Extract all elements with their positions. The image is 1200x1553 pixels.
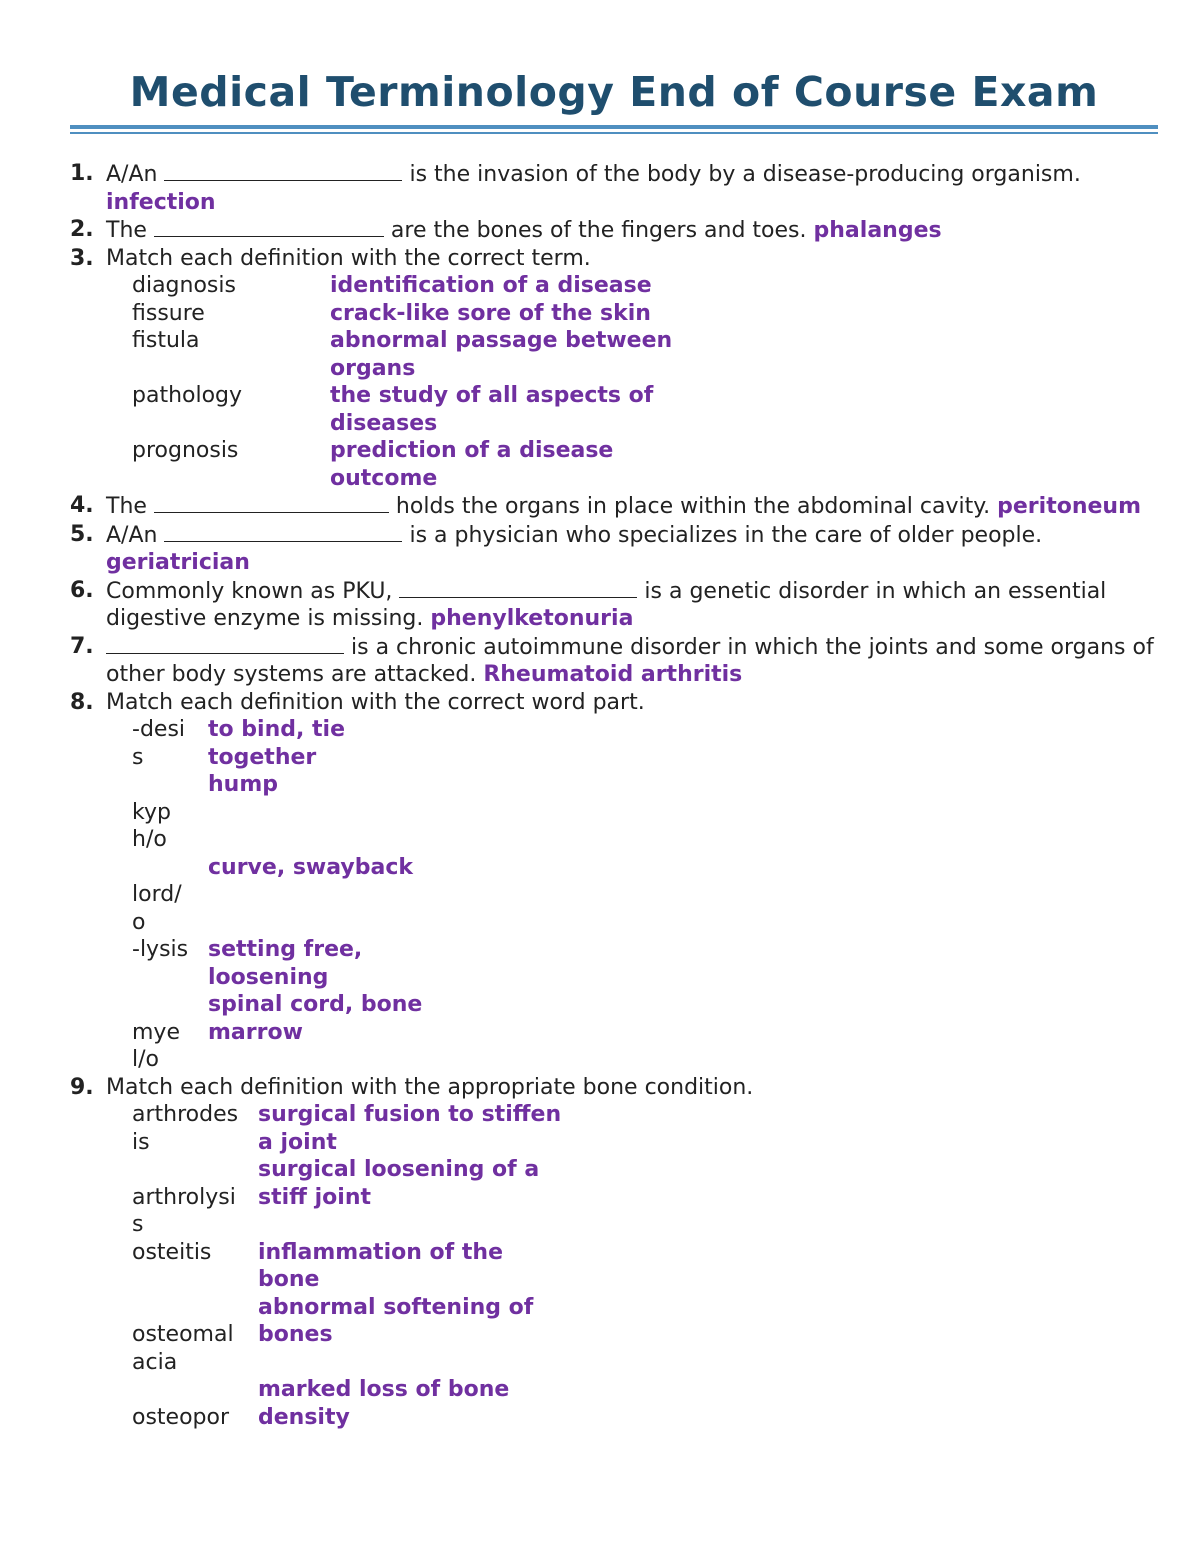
match-term: osteitis <box>132 1239 212 1265</box>
match-row <box>132 716 1160 771</box>
question-text-post: holds the organs in place within the abdominal cavity. <box>395 494 991 519</box>
match-row <box>132 300 1160 328</box>
answer-text: Rheumatoid arthritis <box>483 662 743 687</box>
question-prompt: Match each definition with the correct term. <box>106 245 591 271</box>
question-number: 6. <box>70 577 94 603</box>
question-8 <box>70 689 1160 717</box>
match-term: osteopor <box>132 1404 230 1430</box>
question-number: 8. <box>70 689 94 715</box>
match-definition: abnormal softening of bones <box>258 1294 534 1347</box>
page-title: Medical Terminology End of Course Exam <box>129 68 1099 116</box>
match-row <box>132 1156 1160 1239</box>
match-definition: surgical loosening of a stiff joint <box>258 1157 540 1210</box>
match-row <box>132 437 1160 492</box>
match-term: diagnosis <box>132 273 236 298</box>
question-text-pre: A/An <box>106 162 158 187</box>
question-4 <box>70 492 1160 521</box>
exam-body <box>70 160 1160 1431</box>
question-number: 5. <box>70 521 94 547</box>
match-term: arthrolysis <box>132 1184 236 1237</box>
match-row <box>132 1376 1160 1431</box>
match-definition: inflammation of the bone <box>258 1239 503 1292</box>
match-term: pathology <box>132 383 243 408</box>
question-6 <box>70 577 1160 633</box>
question-number: 3. <box>70 245 94 271</box>
answer-blank <box>154 492 389 513</box>
question-number: 2. <box>70 217 94 242</box>
match-term: arthrodesis <box>132 1102 239 1155</box>
answer-blank <box>399 577 637 598</box>
match-definition: setting free, loosening <box>208 937 363 990</box>
question-prompt: Match each definition with the correct word part. <box>106 689 645 715</box>
question-text-post: is a chronic autoimmune disorder in which the joints and some organs of other body systems are attacked. <box>106 634 1154 687</box>
question-text-pre: The <box>106 494 147 519</box>
match-row <box>132 936 1160 991</box>
answer-text: geriatrician <box>106 550 250 575</box>
question-text-pre: Commonly known as PKU, <box>106 578 393 604</box>
match-row <box>132 327 1160 382</box>
match-definition: prediction of a disease outcome <box>330 438 614 491</box>
question-9 <box>70 1074 1160 1102</box>
match-definition: to bind, tie together <box>208 717 345 770</box>
question-number: 7. <box>70 633 94 659</box>
match-definition: curve, swayback <box>208 854 414 880</box>
question-1 <box>70 160 1160 216</box>
answer-text: phalanges <box>813 218 942 243</box>
answer-text: phenylketonuria <box>430 606 634 631</box>
question-number: 4. <box>70 493 94 518</box>
match-definition: spinal cord, bone marrow <box>208 992 423 1045</box>
answer-text: infection <box>106 189 216 215</box>
question-3 <box>70 245 1160 273</box>
match-row <box>132 771 1160 854</box>
answer-blank <box>164 521 402 542</box>
match-term: myel/o <box>132 1019 180 1072</box>
answer-blank <box>106 633 344 654</box>
match-definition: crack-like sore of the skin <box>330 300 651 326</box>
match-row <box>132 991 1160 1074</box>
answer-blank <box>154 216 384 237</box>
question-2 <box>70 216 1160 245</box>
match-definition: abnormal passage between organs <box>330 328 673 381</box>
match-term: -lysis <box>132 937 189 962</box>
title-rule-thick <box>70 125 1158 129</box>
match-term: osteomalacia <box>132 1322 234 1375</box>
match-term: prognosis <box>132 438 239 463</box>
question-5 <box>70 521 1160 577</box>
question-text-post: is a genetic disorder in which an essential digestive enzyme is missing. <box>106 578 1107 631</box>
question-prompt: Match each definition with the appropriate bone condition. <box>106 1074 754 1100</box>
answer-text: peritoneum <box>997 494 1141 519</box>
match-term: fistula <box>132 328 200 353</box>
question-text-post: is the invasion of the body by a disease-producing organism. <box>409 162 1081 187</box>
match-definition: surgical fusion to stiffen a joint <box>258 1102 562 1155</box>
match-row <box>132 1294 1160 1377</box>
match-term: fissure <box>132 300 205 326</box>
question-text-post: are the bones of the fingers and toes. <box>390 218 807 243</box>
match-term: -desis <box>132 717 186 770</box>
match-definition: hump <box>208 772 278 797</box>
question-7 <box>70 633 1160 689</box>
question-text-pre: A/An <box>106 522 158 548</box>
title-rule-thin <box>70 132 1158 134</box>
match-row <box>132 1101 1160 1156</box>
match-definition: marked loss of bone density <box>258 1377 510 1430</box>
question-text-pre: The <box>106 218 147 243</box>
match-definition: the study of all aspects of diseases <box>330 383 654 436</box>
match-row <box>132 382 1160 437</box>
question-number: 1. <box>70 161 94 186</box>
match-row <box>132 272 1160 300</box>
answer-blank <box>164 160 402 181</box>
match-term: lord/o <box>132 882 182 935</box>
match-row <box>132 1239 1160 1294</box>
match-row <box>132 854 1160 937</box>
match-definition: identification of a disease <box>330 273 652 298</box>
question-number: 9. <box>70 1074 94 1100</box>
match-term: kyph/o <box>132 799 171 852</box>
question-text-post: is a physician who specializes in the care of older people. <box>409 522 1043 548</box>
